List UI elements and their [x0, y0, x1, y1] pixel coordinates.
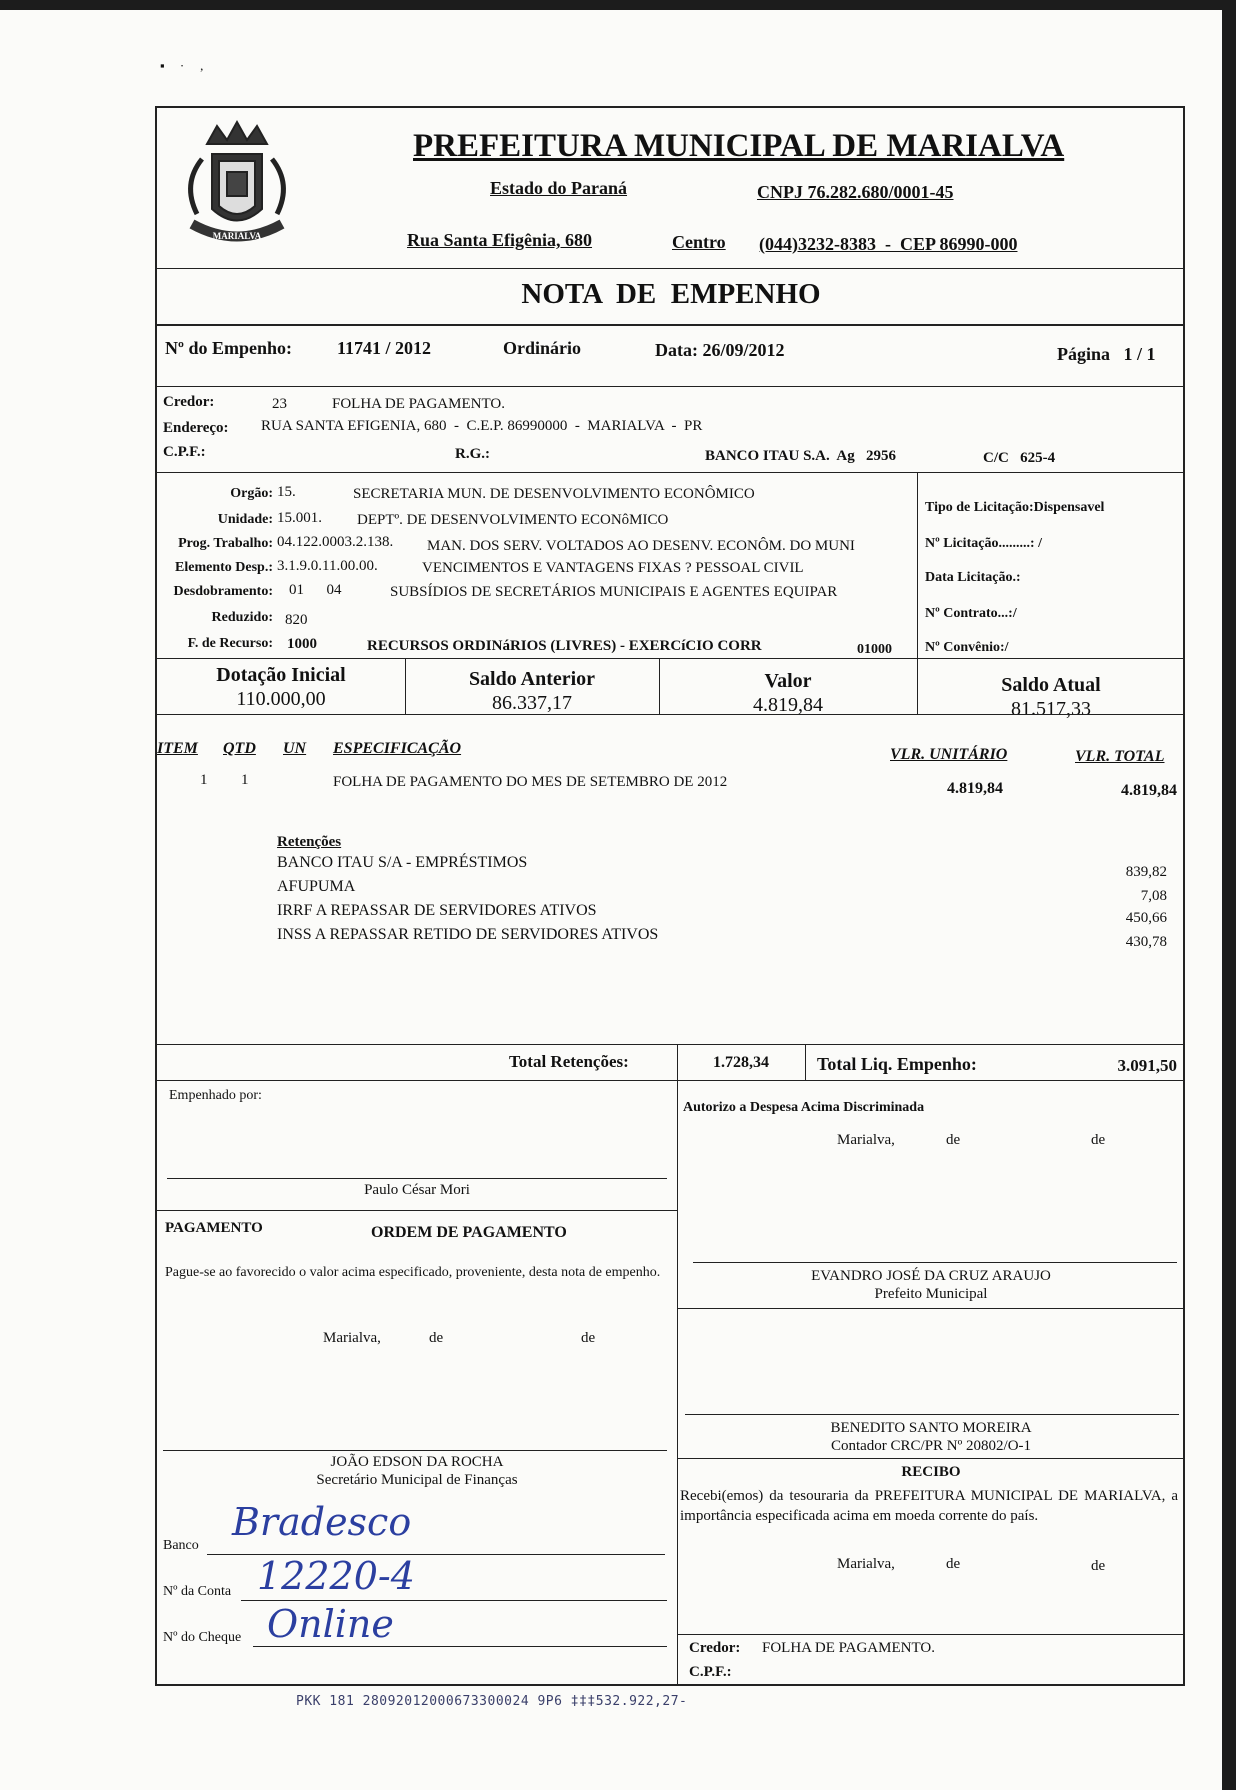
numero-contrato: Nº Contrato...:/ [925, 606, 1017, 621]
retencoes-title: Retenções [277, 834, 342, 850]
desdobramento-code: 01 04 [289, 582, 342, 598]
pagamento-label: PAGAMENTO [165, 1220, 263, 1236]
divider [157, 1210, 677, 1211]
credor-label: Credor: [163, 394, 215, 410]
recibo-credor-name: FOLHA DE PAGAMENTO. [762, 1640, 935, 1656]
elemento-desp-label: Elemento Desp.: [175, 560, 273, 575]
col-spec-header: ESPECIFICAÇÃO [333, 740, 462, 757]
prog-trabalho-code: 04.122.0003.2.138. [277, 534, 394, 550]
desdobramento-label: Desdobramento: [173, 584, 273, 599]
document-page [0, 10, 1222, 1790]
item-spec: FOLHA DE PAGAMENTO DO MES DE SETEMBRO DE 2012 [333, 774, 728, 790]
page-number: Página 1 / 1 [1057, 344, 1156, 364]
data-licitacao: Data Licitação.: [925, 570, 1021, 585]
retencao-value: 7,08 [1140, 888, 1167, 904]
prefeito-name: EVANDRO JOSÉ DA CRUZ ARAUJO [811, 1268, 1051, 1284]
empenhado-por-label: Empenhado por: [169, 1088, 262, 1103]
cnpj: CNPJ 76.282.680/0001-45 [757, 182, 954, 202]
signature-line [167, 1178, 667, 1179]
divider [157, 658, 1185, 659]
conta-line [241, 1600, 667, 1601]
empenho-number: 11741 / 2012 [337, 338, 432, 358]
empenho-date: Data: 26/09/2012 [655, 340, 785, 360]
saldo-anterior-label: Saldo Anterior [468, 668, 596, 690]
valor-label: Valor [764, 670, 812, 692]
numero-licitacao: Nº Licitação.........: / [925, 536, 1042, 551]
prefeitura-title: PREFEITURA MUNICIPAL DE MARIALVA [413, 128, 1065, 164]
recibo-credor-label: Credor: [689, 1640, 741, 1656]
retencao-value: 839,82 [1125, 864, 1167, 880]
secretario-role: Secretário Municipal de Finanças [316, 1472, 518, 1488]
rg-label: R.G.: [455, 446, 490, 462]
divider [157, 324, 1185, 326]
prog-trabalho-label: Prog. Trabalho: [178, 536, 273, 551]
dotacao-inicial-label: Dotação Inicial [216, 664, 346, 686]
item-number: 1 [200, 772, 208, 788]
recibo-text: Recebi(emos) da tesouraria da PREFEITURA MUNICIPAL DE MARIALVA, a importância especificada acima em moeda corrente do país. [680, 1488, 1178, 1524]
recibo-title: RECIBO [901, 1464, 961, 1480]
pagamento-de: de [429, 1330, 444, 1346]
cheque-line [253, 1646, 667, 1647]
contador-name: BENEDITO SANTO MOREIRA [830, 1420, 1032, 1436]
recibo-cpf-label: C.P.F.: [689, 1664, 732, 1680]
item-total: 4.819,84 [1121, 782, 1177, 799]
coat-of-arms-ribbon-text: MARIALVA [212, 231, 262, 241]
desdobramento-desc: SUBSÍDIOS DE SECRETÁRIOS MUNICIPAIS E AGENTES EQUIPAR [390, 584, 838, 600]
valor-value: 4.819,84 [753, 694, 823, 716]
col-unit-price-header: VLR. UNITÁRIO [890, 746, 1008, 763]
autorizo-de: de [946, 1132, 961, 1148]
corner-marks: ▪ · ‚ [160, 58, 210, 73]
saldo-atual-label: Saldo Atual [1001, 674, 1101, 696]
retencao-label: INSS A REPASSAR RETIDO DE SERVIDORES ATIVOS [277, 926, 659, 943]
credor-address-label: Endereço: [163, 420, 229, 436]
municipal-coat-of-arms-icon [167, 114, 307, 254]
retencao-value: 430,78 [1125, 934, 1167, 950]
unidade-code: 15.001. [277, 510, 322, 526]
prog-trabalho-desc: MAN. DOS SERV. VOLTADOS AO DESENV. ECONÔM. DO MUNI [427, 538, 855, 554]
secretario-name: JOÃO EDSON DA ROCHA [330, 1454, 504, 1470]
signature-line [685, 1414, 1179, 1415]
nota-empenho-form [155, 106, 1185, 1686]
pagamento-text: Pague-se ao favorecido o valor acima especificado, proveniente, desta nota de empenho. [165, 1265, 661, 1280]
orgao-code: 15. [277, 484, 296, 500]
col-item-header: ITEM [157, 740, 198, 757]
cheque-handwritten: Online [267, 1602, 394, 1646]
col-qtd-header: QTD [223, 740, 256, 757]
cheque-label: Nº do Cheque [163, 1630, 242, 1645]
col-total-header: VLR. TOTAL [1075, 748, 1165, 765]
divider [677, 1080, 678, 1686]
reduzido-code: 820 [285, 612, 308, 628]
divider [677, 1634, 1185, 1635]
address-street: Rua Santa Efigênia, 680 [407, 230, 593, 250]
divider [677, 1308, 1185, 1309]
numero-convenio: Nº Convênio:/ [925, 640, 1009, 655]
reduzido-label: Reduzido: [211, 610, 273, 625]
retencao-label: AFUPUMA [277, 878, 356, 895]
credor-bank: BANCO ITAU S.A. Ag 2956 [705, 448, 896, 464]
credor-name: FOLHA DE PAGAMENTO. [332, 396, 505, 412]
retencao-value: 450,66 [1125, 910, 1167, 926]
phone-cep: (044)3232-8383 - CEP 86990-000 [759, 234, 1018, 254]
elemento-desp-code: 3.1.9.0.11.00.00. [277, 558, 378, 574]
fonte-recurso-code: 1000 [287, 636, 317, 652]
prefeito-role: Prefeito Municipal [874, 1286, 988, 1302]
recibo-city: Marialva, [837, 1556, 895, 1572]
recibo-de: de [946, 1556, 961, 1572]
state-name: Estado do Paraná [490, 178, 628, 198]
divider [157, 1044, 1185, 1045]
item-qtd: 1 [241, 772, 249, 788]
signature-line [693, 1262, 1177, 1263]
credor-address: RUA SANTA EFIGENIA, 680 - C.E.P. 86990000 - MARIALVA - PR [261, 418, 703, 434]
pagamento-city: Marialva, [323, 1330, 381, 1346]
conta-handwritten: 12220-4 [257, 1554, 415, 1598]
divider [157, 714, 1185, 715]
autorizo-city: Marialva, [837, 1132, 895, 1148]
saldo-anterior-value: 86.337,17 [492, 692, 572, 714]
cpf-label: C.P.F.: [163, 444, 206, 460]
divider [917, 472, 918, 658]
col-un-header: UN [283, 740, 307, 757]
tipo-licitacao: Tipo de Licitação:Dispensavel [925, 500, 1105, 515]
credor-code: 23 [272, 396, 287, 412]
orgao-label: Orgão: [230, 486, 273, 501]
empenhado-signer-name: Paulo César Mori [364, 1182, 470, 1198]
empenho-number-label: Nº do Empenho: [165, 338, 292, 358]
conta-label: Nº da Conta [163, 1584, 232, 1599]
pagamento-de: de [581, 1330, 596, 1346]
total-retencoes-label: Total Retenções: [509, 1052, 629, 1071]
total-liquido-label: Total Liq. Empenho: [817, 1054, 977, 1074]
bank-processing-code: PKK 181 28092012000673300024 9P6 ‡‡‡532.922,27- [296, 1694, 688, 1709]
elemento-desp-desc: VENCIMENTOS E VANTAGENS FIXAS ? PESSOAL CIVIL [422, 560, 804, 576]
fonte-recurso-desc: RECURSOS ORDINáRIOS (LIVRES) - EXERCíCIO CORR [367, 638, 762, 654]
autorizo-label: Autorizo a Despesa Acima Discriminada [683, 1100, 925, 1115]
orgao-desc: SECRETARIA MUN. DE DESENVOLVIMENTO ECONÔMICO [353, 486, 755, 502]
credor-account: C/C 625-4 [983, 450, 1056, 466]
retencao-label: IRRF A REPASSAR DE SERVIDORES ATIVOS [277, 902, 597, 919]
divider [157, 1080, 1185, 1081]
divider [157, 386, 1185, 387]
saldo-atual-value: 81.517,33 [1011, 698, 1091, 720]
unidade-label: Unidade: [217, 512, 273, 527]
dotacao-inicial-value: 110.000,00 [236, 688, 326, 710]
document-title: NOTA DE EMPENHO [521, 278, 821, 310]
total-liquido-value: 3.091,50 [1117, 1056, 1177, 1075]
contador-role: Contador CRC/PR Nº 20802/O-1 [830, 1438, 1032, 1454]
fonte-recurso-label: F. de Recurso: [187, 636, 273, 651]
total-retencoes-value: 1.728,34 [713, 1054, 769, 1071]
empenho-type: Ordinário [503, 338, 582, 358]
banco-label: Banco [163, 1538, 199, 1553]
divider [157, 268, 1185, 269]
address-district: Centro [672, 232, 726, 252]
unidade-desc: DEPTº. DE DESENVOLVIMENTO ECONôMICO [357, 512, 669, 528]
divider [805, 1044, 806, 1080]
retencao-label: BANCO ITAU S/A - EMPRÉSTIMOS [277, 854, 528, 871]
banco-handwritten: Bradesco [232, 1500, 412, 1544]
autorizo-de: de [1091, 1132, 1106, 1148]
item-unit-price: 4.819,84 [947, 780, 1003, 797]
fonte-recurso-extra: 01000 [857, 642, 892, 657]
divider [157, 472, 1185, 473]
signature-line [163, 1450, 667, 1451]
recibo-de: de [1091, 1558, 1106, 1574]
divider [677, 1458, 1185, 1459]
ordem-pagamento-title: ORDEM DE PAGAMENTO [371, 1224, 567, 1241]
